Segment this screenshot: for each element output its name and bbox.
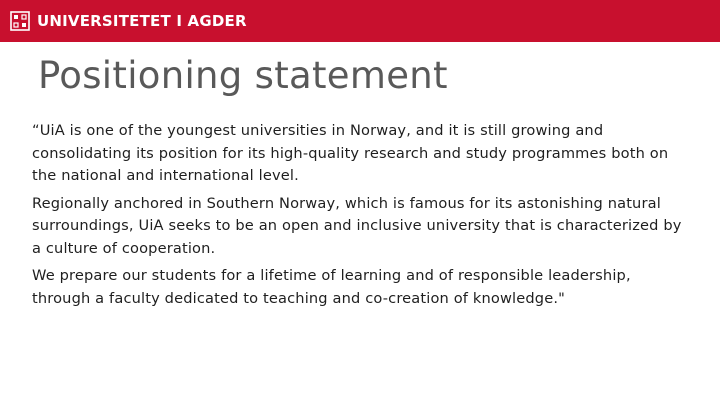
university-logo-text: UNIVERSITETET I AGDER: [37, 12, 247, 30]
paragraph-1: “UiA is one of the youngest universities in Norway, and it is still growing and consolidating its position for its high-quality research and study programmes both on the national and international level.: [32, 122, 669, 184]
paragraph-3: We prepare our students for a lifetime of learning and of responsible leadership, through a faculty dedicated to teaching and co-creation of knowledge.": [32, 267, 631, 307]
uia-emblem-icon: [10, 11, 30, 31]
slide-body: [32, 120, 692, 315]
paragraph-2: Regionally anchored in Southern Norway, which is famous for its astonishing natural surroundings, UiA seeks to be an open and inclusive university that is characterized by a culture of cooperation.: [32, 194, 682, 257]
slide-title: Positioning statement: [38, 54, 448, 97]
header-bar: [0, 0, 720, 42]
